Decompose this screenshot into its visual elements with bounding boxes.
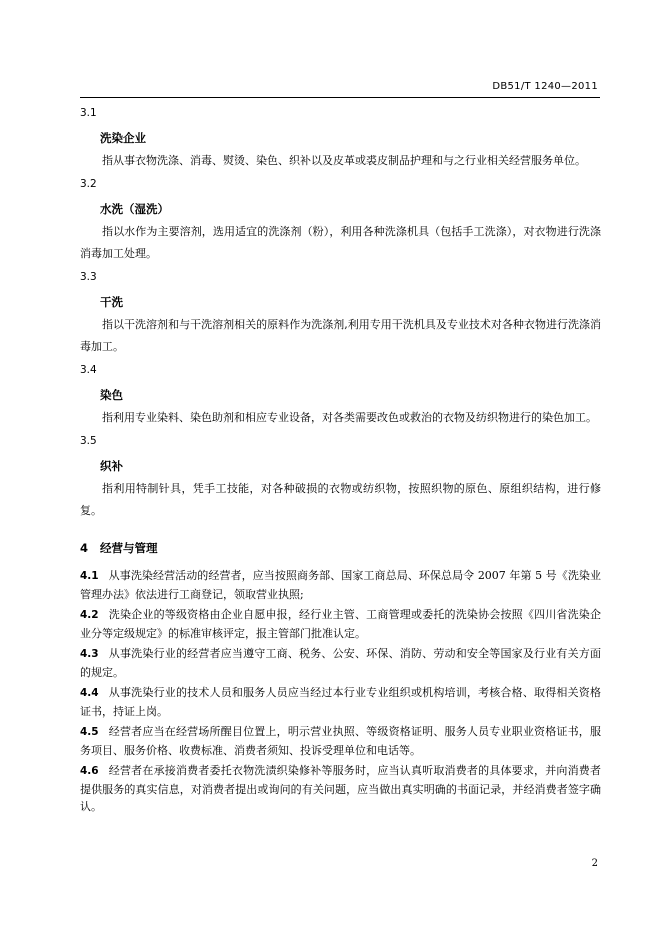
term-title: 染色 (100, 388, 123, 402)
term-title: 洗染企业 (100, 131, 146, 145)
clause (80, 645, 601, 681)
clause (80, 684, 601, 720)
term-title: 干洗 (100, 295, 123, 309)
term-title: 水洗（湿洗） (100, 202, 169, 216)
clause-number: 4.3 (80, 648, 99, 660)
clause-text: 经营者应当在经营场所醒目位置上，明示营业执照、等级资格证明、服务人员专业职业资格证书，服务项目、服务价格、收费标准、消费者须知、投诉受理单位和电话等。 (80, 725, 601, 757)
term-item (80, 177, 601, 265)
term-definition: 指从事衣物洗涤、消毒、熨烫、染色、织补以及皮革或裘皮制品护理和与之行业相关经营服务单位。 (102, 154, 586, 167)
term-item (80, 270, 601, 358)
term-definition: 指以干洗溶剂和与干洗溶剂相关的原料作为洗涤剂,利用专用干洗机具及专业技术对各种衣物进行洗涤消毒加工。 (80, 318, 601, 353)
clauses-section (80, 567, 601, 816)
term-definition: 指以水作为主要溶剂，选用适宜的洗涤剂（粉），利用各种洗涤机具（包括手工洗涤），对衣物进行洗涤消毒加工处理。 (80, 225, 601, 260)
term-number: 3.2 (80, 178, 97, 190)
clause-number: 4.2 (80, 609, 99, 621)
clause-text: 洗染企业的等级资格由企业自愿申报，经行业主管、工商管理或委托的洗染协会按照《四川省洗染企业分等定级规定》的标准审核评定，报主管部门批准认定。 (80, 608, 601, 640)
term-definition: 指利用专业染料、染色助剂和相应专业设备，对各类需要改色或救治的衣物及纺织物进行的染色加工。 (102, 411, 597, 424)
term-number: 3.4 (80, 364, 97, 376)
term-number: 3.3 (80, 271, 97, 283)
term-title: 织补 (100, 459, 123, 473)
clause-number: 4.5 (80, 726, 99, 738)
term-item (80, 434, 601, 522)
clause (80, 762, 601, 816)
clause (80, 567, 601, 603)
clause-number: 4.4 (80, 687, 99, 699)
term-definition: 指利用特制针具，凭手工技能，对各种破损的衣物或纺织物，按照织物的原色、原组织结构，进行修复。 (80, 482, 601, 517)
clause-number: 4.6 (80, 765, 99, 777)
chapter-number: 4 (80, 541, 89, 555)
term-item (80, 363, 601, 429)
chapter-heading (80, 540, 601, 556)
clause-number: 4.1 (80, 570, 99, 582)
clause-text: 从事洗染经营活动的经营者，应当按照商务部、国家工商总局、环保总局令 2007 年第 5 号《洗染业管理办法》依法进行工商登记，领取营业执照; (80, 569, 601, 601)
header-rule (80, 97, 600, 98)
term-number: 3.1 (80, 107, 97, 119)
clause-text: 经营者在承接消费者委托衣物洗渍织染修补等服务时，应当认真听取消费者的具体要求，并向消费者提供服务的真实信息，对消费者提出或询问的有关问题，应当做出真实明确的书面记录，并经消费者签字确认。 (80, 764, 601, 813)
page-number: 2 (591, 858, 598, 869)
term-number: 3.5 (80, 435, 97, 447)
term-item (80, 106, 601, 172)
chapter-title: 经营与管理 (100, 541, 158, 555)
clause (80, 723, 601, 759)
page-content (80, 106, 601, 819)
terms-section (80, 106, 601, 522)
clause (80, 606, 601, 642)
clause-text: 从事洗染行业的经营者应当遵守工商、税务、公安、环保、消防、劳动和安全等国家及行业有关方面的规定。 (80, 647, 601, 679)
standard-code: DB51/T 1240—2011 (492, 81, 598, 92)
clause-text: 从事洗染行业的技术人员和服务人员应当经过本行业专业组织或机构培训，考核合格、取得相关资格证书，持证上岗。 (80, 686, 601, 718)
